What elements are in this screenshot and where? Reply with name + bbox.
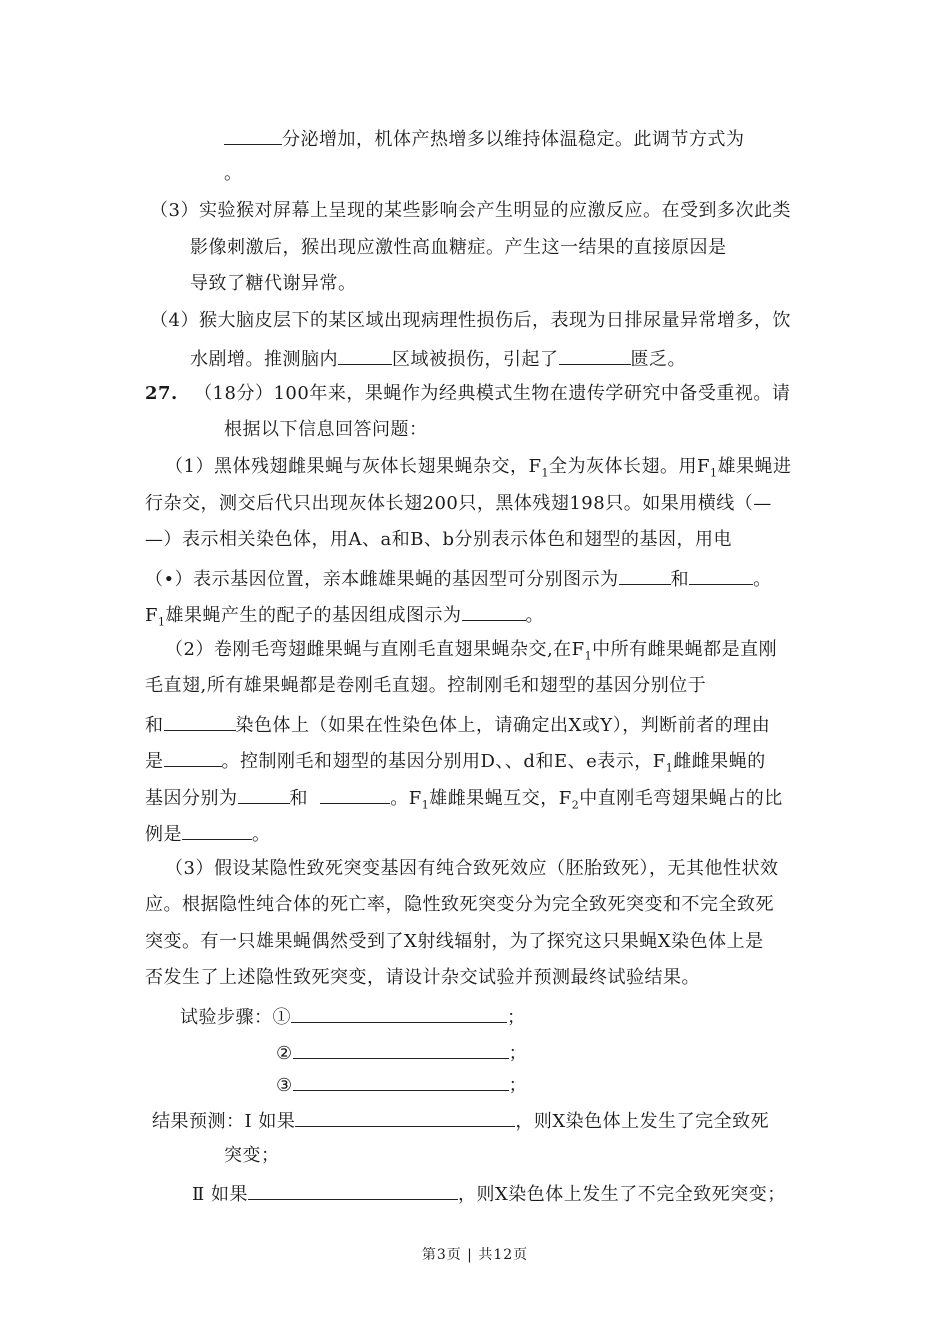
answer-blank[interactable] — [295, 1108, 515, 1127]
answer-blank[interactable] — [320, 785, 390, 804]
q27-1-line-5: $F_1$雄果蝇产生的配子的基因组成图示为 。 — [145, 602, 544, 634]
result-2: Ⅱ 如果 ，则X染色体上发生了不完全致死突变； — [192, 1181, 786, 1206]
q27-1-line-3: —）表示相关染色体，用A、a和B、b分别表示体色和翅型的基因，用电 — [145, 529, 732, 550]
question-number: 27. — [145, 383, 178, 404]
step-3: ③ ； — [276, 1072, 527, 1097]
q26-4-line-2: 水剧增。推测脑内 区域被损伤，引起了 匮乏。 — [190, 346, 686, 371]
answer-blank[interactable] — [291, 1004, 507, 1023]
answer-blank[interactable] — [238, 785, 290, 804]
answer-blank[interactable] — [293, 1040, 509, 1059]
q26-line-2: 。 — [224, 163, 243, 184]
q27-2-line-6: 例是 。 — [145, 821, 271, 846]
page-footer: 第3页 | 共12页 — [421, 1247, 529, 1263]
q26-3-line-2: 影像刺激后，猴出现应激性高血糖症。产生这一结果的直接原因是 — [190, 237, 727, 258]
q27-2-line-5: 基因分别为 和 。$F_1$雄雌果蝇互交，$F_2$中直刚毛弯翅果蝇占的比 — [145, 785, 783, 817]
q27-2-line-4: 是 。控制刚毛和翅型的基因分别用D、、d和E、e表示，$F_1$雌雌果蝇的 — [145, 748, 766, 780]
result-1-line-2: 突变； — [224, 1145, 280, 1166]
q27-3-line-4: 否发生了上述隐性致死突变，请设计杂交试验并预测最终试验结果。 — [145, 967, 700, 988]
answer-blank[interactable] — [164, 712, 236, 731]
answer-blank[interactable] — [462, 602, 526, 621]
answer-blank[interactable] — [164, 748, 222, 767]
answer-blank[interactable] — [559, 346, 631, 365]
answer-blank[interactable] — [619, 566, 671, 585]
step-2: ② ； — [276, 1040, 527, 1065]
answer-blank[interactable] — [338, 346, 392, 365]
step-1: 试验步骤：① ； — [180, 1004, 526, 1029]
q27-3-line-2: 应。根据隐性纯合体的死亡率，隐性致死突变分为完全致死突变和不完全致死 — [145, 894, 774, 915]
q26-4-line-1: （4）猴大脑皮层下的某区域出现病理性损伤后，表现为日排尿量异常增多，饮 — [150, 310, 791, 331]
q27-1-line-4: （•）表示基因位置，亲本雌雄果蝇的基因型可分别图示为 和 。 — [145, 566, 772, 591]
q27-2-line-1: （2）卷刚毛弯翅雌果蝇与直刚毛直翅果蝇杂交,在$F_1$中所有雌果蝇都是直刚 — [165, 639, 778, 663]
q27-1-line-2: 行杂交，测交后代只出现灰体长翅200只，黑体残翅198只。如果用横线（— — [145, 493, 772, 514]
answer-blank[interactable] — [224, 126, 282, 145]
answer-blank[interactable] — [689, 566, 753, 585]
q27-head-line-2: 根据以下信息回答问题： — [224, 419, 428, 440]
q27-3-line-1: （3）假设某隐性致死突变基因有纯合致死效应（胚胎致死），无其他性状效 — [165, 858, 779, 879]
answer-blank[interactable] — [248, 1181, 458, 1200]
answer-blank[interactable] — [293, 1072, 509, 1091]
q27-3-line-3: 突变。有一只雄果蝇偶然受到了X射线辐射，为了探究这只果蝇X染色体上是 — [145, 931, 764, 952]
q26-3-line-1: （3）实验猴对屏幕上呈现的某些影响会产生明显的应激反应。在受到多次此类 — [150, 200, 791, 221]
q26-3-line-3: 导致了糖代谢异常。 — [190, 273, 357, 294]
q27-head-line-1: 27. （18分）100年来，果蝇作为经典模式生物在遗传学研究中备受重视。请 — [145, 383, 791, 404]
q27-2-line-3: 和 染色体上（如果在性染色体上，请确定出X或Y），判断前者的理由 — [145, 712, 770, 737]
q26-line-1: 分泌增加，机体产热增多以维持体温稳定。此调节方式为 — [224, 126, 745, 151]
q27-2-line-2: 毛直翅,所有雄果蝇都是卷刚毛直翅。控制刚毛和翅型的基因分别位于 — [145, 675, 707, 696]
result-1: 结果预测：Ⅰ 如果 ，则X染色体上发生了完全致死 — [152, 1108, 769, 1133]
q27-1-line-1: （1）黑体残翅雌果蝇与灰体长翅果蝇杂交，$F_1$全为灰体长翅。用$F_1$雄果蝇进 — [165, 456, 792, 480]
answer-blank[interactable] — [182, 821, 252, 840]
